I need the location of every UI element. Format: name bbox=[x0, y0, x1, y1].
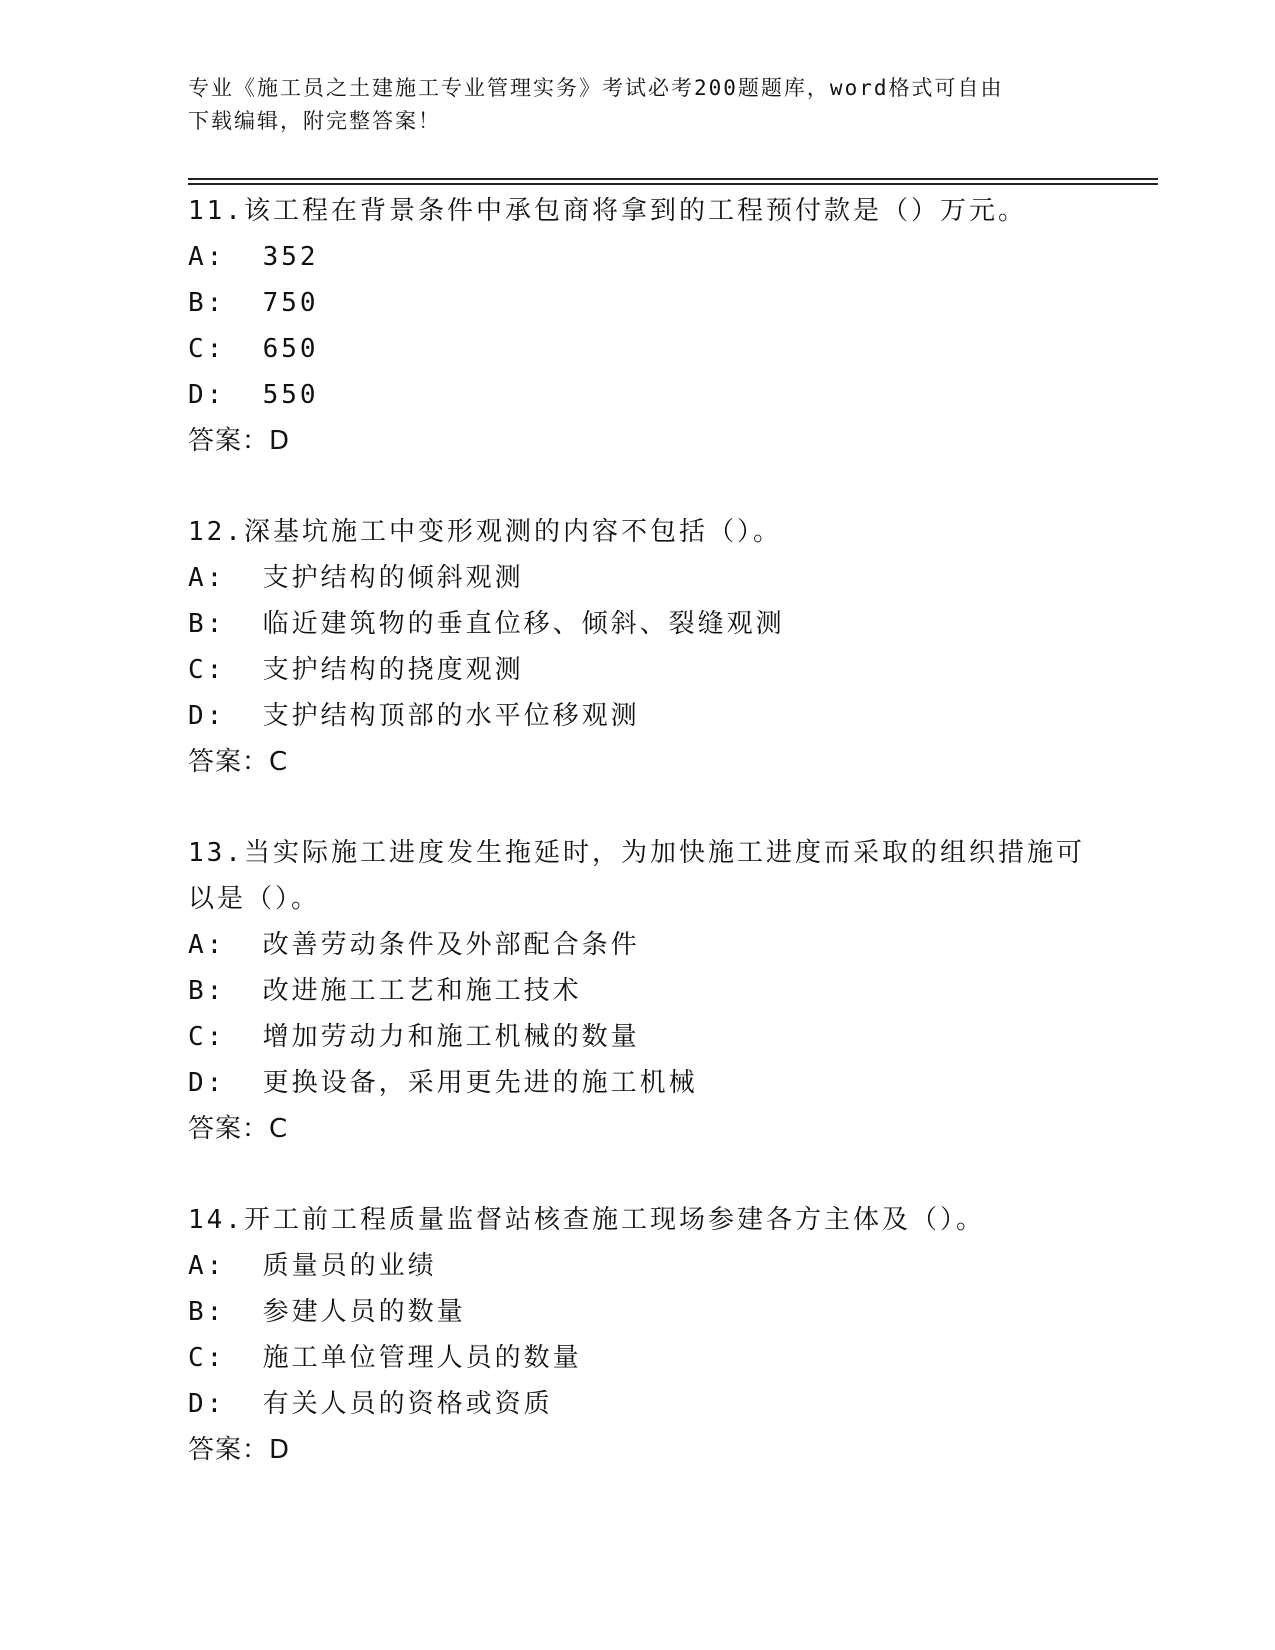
option-d: D: 更换设备，采用更先进的施工机械 bbox=[188, 1068, 698, 1098]
answer: 答案：C bbox=[188, 1114, 289, 1144]
question-stem: 12.深基坑施工中变形观测的内容不包括（）。 bbox=[188, 517, 782, 547]
option-d: D: 支护结构顶部的水平位移观测 bbox=[188, 701, 640, 731]
option-b: B: 750 bbox=[188, 288, 319, 318]
question-14 bbox=[188, 1197, 1108, 1473]
answer: 答案：D bbox=[188, 426, 291, 456]
option-b: B: 参建人员的数量 bbox=[188, 1297, 466, 1327]
option-b: B: 改进施工工艺和施工技术 bbox=[188, 976, 582, 1006]
header-line-1: 专业《施工员之土建施工专业管理实务》考试必考200题题库，word格式可自由 bbox=[188, 76, 1004, 100]
option-a: A: 质量员的业绩 bbox=[188, 1251, 437, 1281]
question-stem: 11.该工程在背景条件中承包商将拿到的工程预付款是（）万元。 bbox=[188, 196, 1027, 226]
document-header bbox=[188, 72, 1088, 138]
option-c: C: 支护结构的挠度观测 bbox=[188, 655, 524, 685]
option-a: A: 支护结构的倾斜观测 bbox=[188, 563, 524, 593]
question-11 bbox=[188, 188, 1108, 464]
option-d: D: 有关人员的资格或资质 bbox=[188, 1389, 553, 1419]
header-divider-top bbox=[188, 178, 1158, 180]
option-c: C: 施工单位管理人员的数量 bbox=[188, 1343, 582, 1373]
question-stem: 14.开工前工程质量监督站核查施工现场参建各方主体及（）。 bbox=[188, 1205, 985, 1235]
option-d: D: 550 bbox=[188, 380, 319, 410]
answer: 答案：D bbox=[188, 1435, 291, 1465]
header-line-2: 下载编辑，附完整答案！ bbox=[188, 109, 441, 133]
option-c: C: 650 bbox=[188, 334, 319, 364]
question-stem-line-1: 13.当实际施工进度发生拖延时，为加快施工进度而采取的组织措施可 bbox=[188, 838, 1085, 868]
answer: 答案：C bbox=[188, 747, 289, 777]
header-divider-bottom bbox=[188, 183, 1158, 185]
option-a: A: 352 bbox=[188, 242, 319, 272]
option-c: C: 增加劳动力和施工机械的数量 bbox=[188, 1022, 640, 1052]
question-list bbox=[188, 188, 1108, 1518]
question-12 bbox=[188, 509, 1108, 785]
option-a: A: 改善劳动条件及外部配合条件 bbox=[188, 930, 640, 960]
question-13 bbox=[188, 830, 1108, 1152]
option-b: B: 临近建筑物的垂直位移、倾斜、裂缝观测 bbox=[188, 609, 785, 639]
question-stem-line-2: 以是（）。 bbox=[188, 884, 321, 914]
